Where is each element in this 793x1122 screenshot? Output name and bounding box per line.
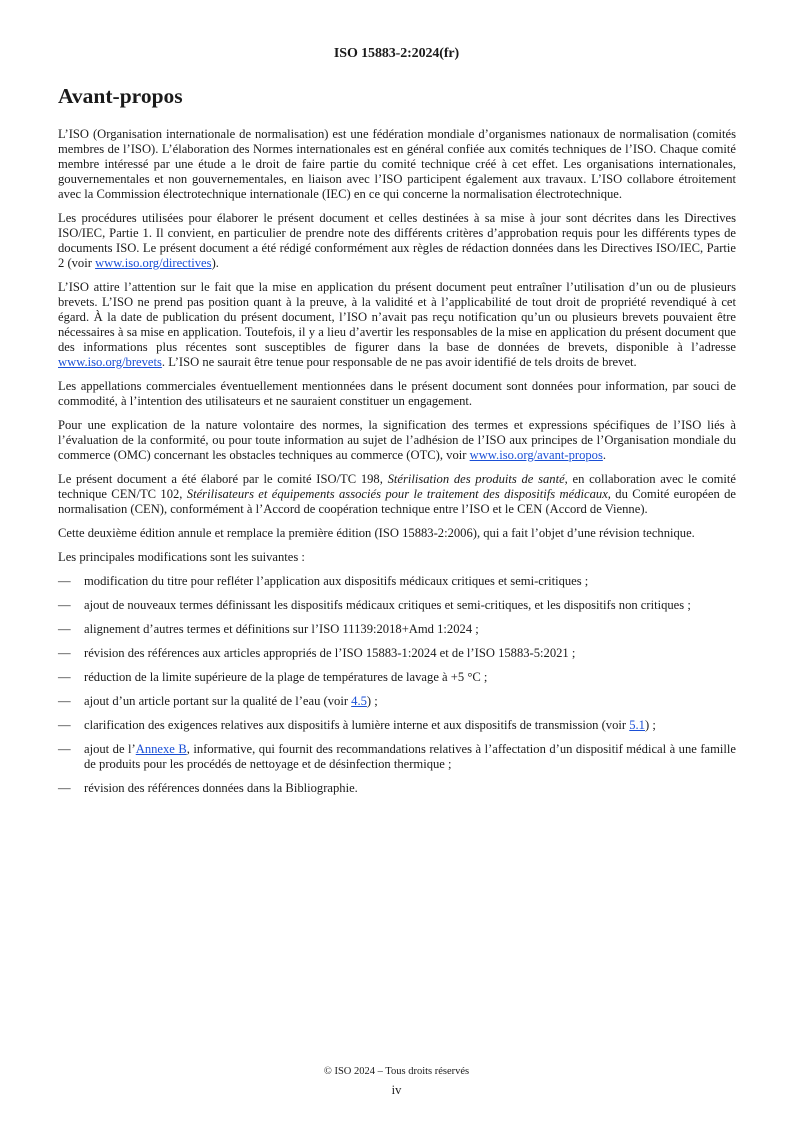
list-item [58, 694, 736, 709]
foreword-body [58, 127, 736, 805]
list-item-text: alignement d’autres termes et définitions sur l’ISO 11139:2018+Amd 1:2024 ; [84, 622, 479, 636]
list-item-text: , informative, qui fournit des recommandations relatives à l’affectation d’un dispositif médical à une famille de produits pour les procédés de nettoyage et de désinfection thermique ; [84, 742, 736, 771]
list-item [58, 718, 736, 733]
list-item-text: révision des références données dans la Bibliographie. [84, 781, 358, 795]
list-item-text: ajout de nouveaux termes définissant les dispositifs médicaux critiques et semi-critiques, et les dispositifs non critiques ; [84, 598, 691, 612]
list-item-text: ajout de l’ [84, 742, 136, 756]
link-clause-4-5[interactable]: 4.5 [351, 694, 367, 708]
page-number: iv [391, 1083, 402, 1097]
list-item-text: révision des références aux articles appropriés de l’ISO 15883-1:2024 et de l’ISO 15883-5:2021 ; [84, 646, 576, 660]
dash-bullet: — [58, 646, 71, 660]
list-item-text: modification du titre pour refléter l’application aux dispositifs médicaux critiques et semi-critiques ; [84, 574, 589, 588]
paragraph-text: Le présent document a été élaboré par le comité ISO/TC 198, [58, 472, 388, 486]
dash-bullet: — [58, 694, 71, 708]
paragraph-text: en collaboration avec le comité technique CEN/TC 102, [58, 472, 737, 501]
paragraph-text: L’ISO attire l’attention sur le fait que la mise en application du présent document peut entraîner l’utilisation d’un ou de plusieurs brevets. L’ISO ne prend pas position quant à la preuve, à la validité et à l’applicabilité de tout droit de propriété revendiqué à cet égard. À la date de publication du présent document, l’ISO n’avait pas reçu notification qu’un ou plusieurs brevets pouvaient être nécessaires à sa mise en application. Toutefois, il y a lieu d’avertir les responsables de la mise en application du présent document que des informations plus récentes sont susceptibles de figurer dans la base de données de brevets, disponible à l’adresse [58, 280, 736, 354]
copyright-footer: © ISO 2024 – Tous droits réservés [323, 1066, 470, 1077]
link-brevets[interactable]: www.iso.org/brevets [58, 355, 162, 369]
paragraph-iso-intro: L’ISO (Organisation internationale de normalisation) est une fédération mondiale d’organismes nationaux de normalisation (comités membres de l’ISO). L’élaboration des Normes internationales est en général confiée aux comités techniques de l’ISO. Chaque comité membre intéressé par une étude a le droit de faire partie du comité technique créé à cet effet. Les organisations internationales, gouvernementales et non gouvernementales, en liaison avec l’ISO participent également aux travaux. L’ISO collabore étroitement avec la Commission électrotechnique internationale (IEC) en ce qui concerne la normalisation électrotechnique. [58, 127, 736, 201]
paragraph-trade-names: Les appellations commerciales éventuellement mentionnées dans le présent document sont données pour information, par souci de commodité, à l’intention des utilisateurs et ne sauraient constituer un engagement. [58, 379, 736, 408]
list-item [58, 646, 736, 661]
paragraph-voluntary-nature [58, 418, 736, 463]
committee-title-italic: Stérilisation des produits de santé, [387, 472, 568, 486]
changes-list [58, 574, 736, 796]
paragraph-text: Les procédures utilisées pour élaborer le présent document et celles destinées à sa mise à jour sont décrites dans les Directives ISO/IEC, Partie 1. Il convient, en particulier de prendre note des différents critères d’approbation requis pour les différents types de documents ISO. Le présent document a été rédigé conformément aux règles de rédaction données dans les Directives ISO/IEC, Partie 2 (voir [58, 211, 736, 270]
dash-bullet: — [58, 622, 71, 636]
link-annex-b[interactable]: Annexe B [135, 742, 187, 756]
dash-bullet: — [58, 598, 71, 612]
list-item [58, 622, 736, 637]
paragraph-text: Pour une explication de la nature volontaire des normes, la signification des termes et expressions spécifiques de l’ISO liés à l’évaluation de la conformité, ou pour toute information au sujet de l’adhésion de l’ISO aux principes de l’Organisation mondiale du commerce (OMC) concernant les obstacles techniques au commerce (OTC), voir [58, 418, 736, 462]
dash-bullet: — [58, 781, 71, 795]
paragraph-text: du Comité européen de normalisation (CEN), conformément à l’Accord de coopération technique entre l’ISO et le CEN (Accord de Vienne). [58, 487, 736, 516]
list-item [58, 574, 736, 589]
dash-bullet: — [58, 742, 71, 756]
paragraph-text: . L’ISO ne saurait être tenue pour responsable de ne pas avoir identifié de tels droits de brevet. [161, 355, 637, 369]
list-item [58, 742, 736, 772]
list-item-text: clarification des exigences relatives aux dispositifs à lumière interne et aux dispositifs de transmission (voir [84, 718, 630, 732]
paragraph-patents [58, 280, 736, 370]
paragraph-committee [58, 472, 736, 517]
list-item-text: ) ; [366, 694, 378, 708]
document-header-id: ISO 15883-2:2024(fr) [333, 46, 460, 61]
paragraph-text: ). [211, 256, 219, 270]
list-item-text: réduction de la limite supérieure de la plage de températures de lavage à +5 °C ; [84, 670, 488, 684]
paragraph-changes-intro: Les principales modifications sont les suivantes : [58, 550, 305, 564]
list-item [58, 670, 736, 685]
list-item [58, 598, 736, 613]
section-title: Avant-propos [58, 84, 183, 108]
link-avant-propos[interactable]: www.iso.org/avant-propos [469, 448, 603, 462]
link-clause-5-1[interactable]: 5.1 [629, 718, 645, 732]
paragraph-text: . [602, 448, 607, 462]
list-item-text: ajout d’un article portant sur la qualité de l’eau (voir [84, 694, 352, 708]
committee-title-italic: Stérilisateurs et équipements associés pour le traitement des dispositifs médicaux, [186, 487, 611, 501]
list-item-text: ) ; [644, 718, 656, 732]
paragraph-procedures [58, 211, 736, 271]
dash-bullet: — [58, 670, 71, 684]
dash-bullet: — [58, 718, 71, 732]
paragraph-edition: Cette deuxième édition annule et remplace la première édition (ISO 15883-2:2006), qui a fait l’objet d’une révision technique. [58, 526, 695, 540]
link-directives[interactable]: www.iso.org/directives [95, 256, 212, 270]
dash-bullet: — [58, 574, 71, 588]
list-item [58, 781, 736, 796]
